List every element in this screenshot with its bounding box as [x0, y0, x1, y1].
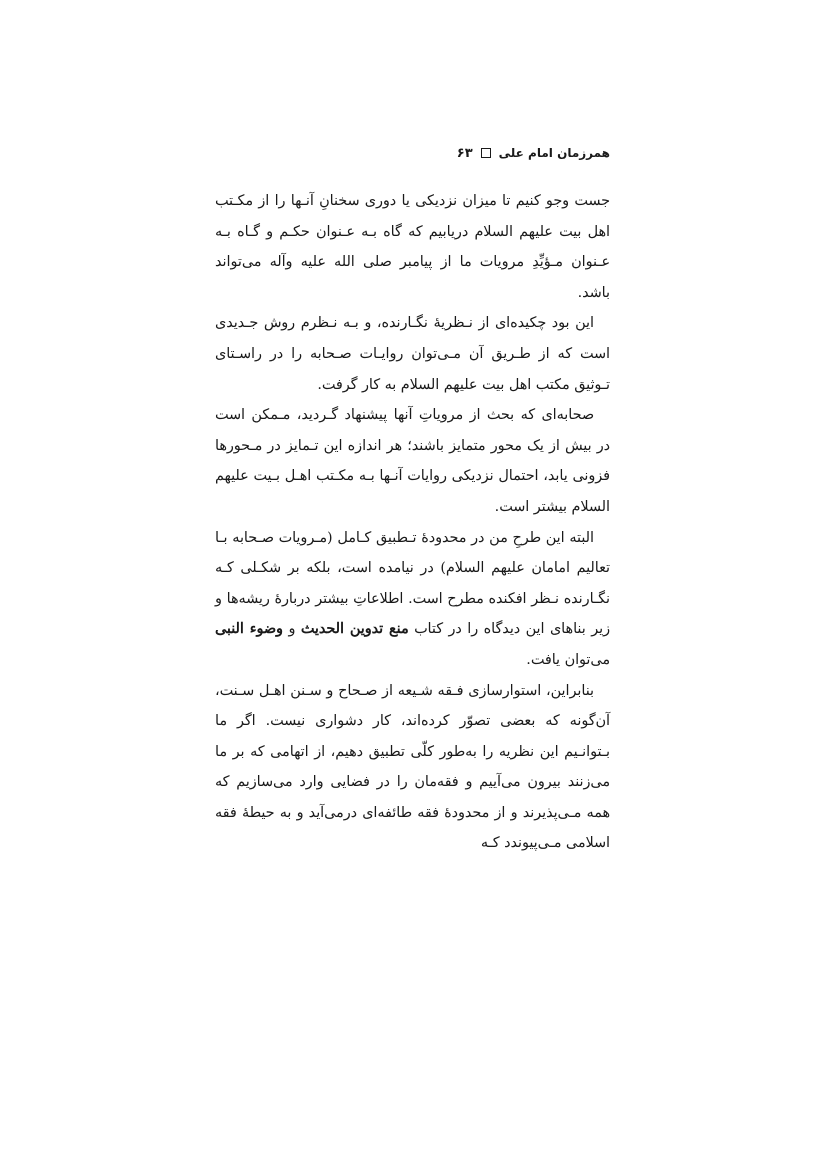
page-number: ۶۳ — [456, 145, 473, 161]
paragraph-2: این بود چکیده‌ای از نـظریهٔ نگـارنده، و بـه نـظرم روش جـدیدی است که از طـریق آن مـی‌توان روایـات صـحابه را در راسـتای تـوثیق مکتب اهل بیت عليهم السلام به کار گرفت. — [215, 315, 610, 393]
square-ornament-icon — [481, 148, 491, 158]
paragraph-4 — [215, 523, 610, 676]
paragraph-4-text-end: می‌توان یافت. — [526, 651, 610, 668]
running-header-title: همرزمان امام علی — [498, 146, 610, 160]
paragraph-4-text-start: البته این طرحِ من در محدودهٔ تـطبیق کـامل (مـرویات صـحابه بـا تعالیم امامان عليهم السلام) در نیامده است، بلکه بر شکـلی کـه نگـارنده نـظر افکنده مطرح است. اطلاعاتِ بیشتر دربارهٔ ریشه‌ها و زیر بناهای این دیدگاه را در کتاب — [215, 529, 610, 638]
running-header — [215, 140, 610, 166]
paragraph-5: بنابراین، استوارسازی فـقه شـیعه از صـحاح و سـنن اهـل سـنت، آن‌گونه که بعضی تصوّر کرده‌اند، کار دشواری نیست. اگر ما بـتوانـیم این نظریه را به‌طور کلّی تطبیق دهیم، از اتهامی که بر ما می‌زنند بیرون می‌آییم و فقه‌مان را در فضایی وارد می‌سازیم که همه مـی‌پذیرند و از محدودهٔ فقه طائفه‌ای درمی‌آید و به حیطهٔ فقه اسلامی مـی‌پیوندد کـه — [215, 682, 610, 852]
book-page — [215, 140, 610, 859]
book-title-man-tadwin: منع تدوین الحدیث — [300, 621, 409, 638]
paragraph-4-conjunction: و — [282, 621, 301, 638]
book-title-wudu-nabi: وضوء النبی — [215, 621, 283, 638]
paragraph-3: صحابه‌ای که بحث از مرویاتِ آنها پیشنهاد گـردید، مـمکن است در بیش از یک محور متمایز باشند؛ هر اندازه این تـمایز در مـحورها فزونی یابد، احتمال نزدیکی روایات آنـها بـه مکـتب اهـل بـیت عليهم السلام بیشتر است. — [215, 407, 610, 515]
paragraph-1: جست وجو کنیم تا میزان نزدیکی یا دوری سخنانِ آنـها را از مکـتب اهل بیت عليهم السلام دریابیم که گاه بـه عـنوان حکـم و گـاه بـه عـنوان مـؤیِّدِ مرویات ما از پیامبر صلى الله عليه وآله می‌تواند باشد. — [215, 193, 610, 301]
